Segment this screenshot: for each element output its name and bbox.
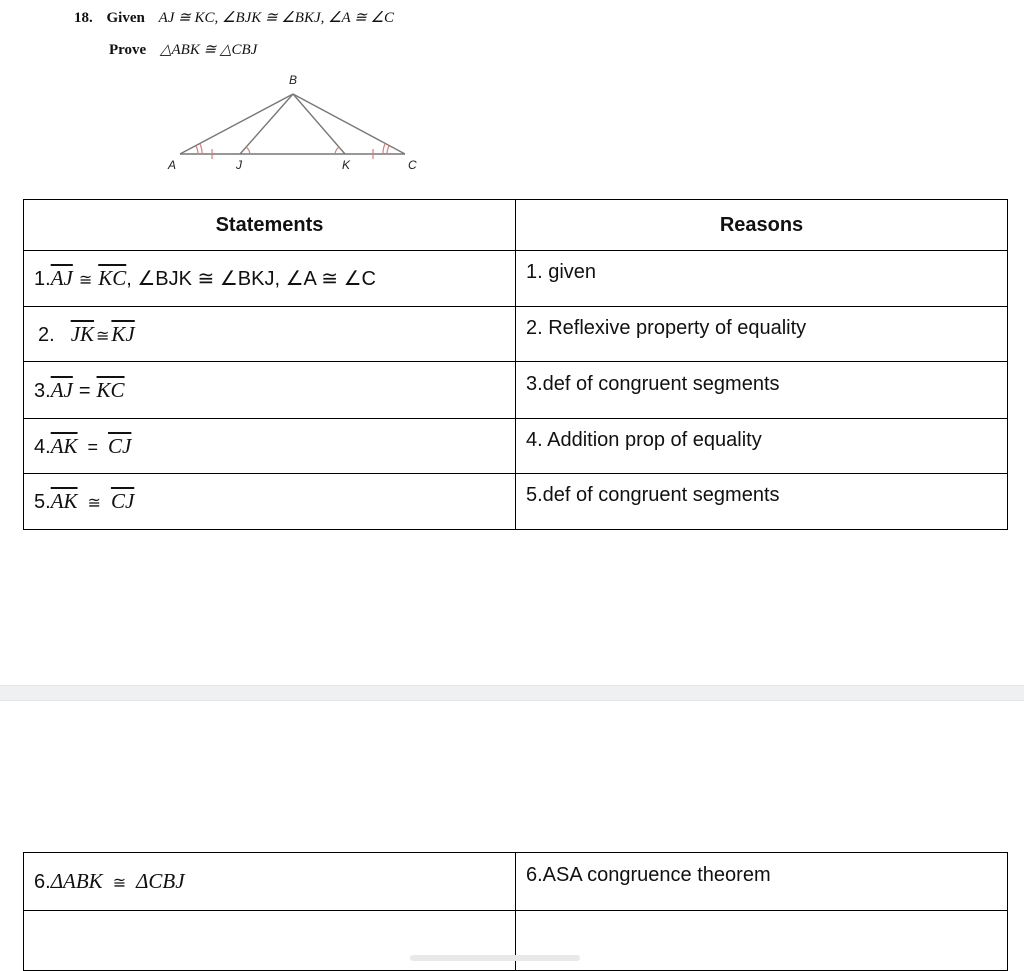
- table-row: [24, 419, 1008, 474]
- step-number: 4.: [34, 435, 51, 458]
- reason-cell: [516, 307, 1008, 362]
- header-row: [24, 200, 1008, 251]
- segment: $\overline{AJ}$: [50, 377, 73, 402]
- reason-cell: [516, 419, 1008, 474]
- step-number: 3.: [34, 379, 51, 402]
- step-number: 1.: [34, 268, 51, 290]
- reason-text: 3.def of congruent segments: [526, 372, 780, 395]
- table-row: [24, 307, 1008, 362]
- segment: $\overline{AK}$: [50, 433, 78, 458]
- given-line: [74, 8, 394, 27]
- empty-row: [24, 911, 1008, 971]
- label-k: K: [342, 158, 351, 172]
- statement-rest: , ∠BJK ≅ ∠BKJ, ∠A ≅ ∠C: [126, 268, 376, 290]
- reason-text: 1. given: [526, 261, 597, 283]
- segment: $\overline{AJ}$: [50, 266, 73, 290]
- segment-kb: [293, 94, 345, 154]
- segment: $\overline{JK}$: [70, 321, 95, 346]
- segment: $\overline{KJ}$: [111, 321, 135, 346]
- reason-text: 4. Addition prop of equality: [526, 428, 762, 451]
- statement-cell: [24, 307, 516, 362]
- reasons-header: Reasons: [516, 200, 1008, 251]
- triangle-figure: [160, 70, 430, 175]
- operator: =: [87, 436, 99, 457]
- reason-text: 6.ASA congruence theorem: [526, 864, 771, 886]
- step-number: 5.: [34, 491, 51, 513]
- segment-cb: [293, 94, 405, 154]
- prove-label: Prove: [109, 42, 147, 58]
- step-number: 2.: [38, 323, 55, 346]
- proof-table-continued: [23, 852, 1008, 971]
- segment: $\overline{KC}$: [96, 377, 125, 402]
- step-number: 6.: [34, 871, 51, 893]
- label-b: B: [289, 73, 298, 87]
- label-j: J: [236, 158, 242, 172]
- problem-number: 18.: [74, 10, 93, 26]
- statements-header: Statements: [24, 200, 516, 251]
- segment: $\overline{AK}$: [50, 489, 78, 513]
- prove-text: △ABK ≅ △CBJ: [159, 42, 258, 58]
- table-row: [24, 474, 1008, 530]
- given-text: AJ ≅ KC, ∠BJK ≅ ∠BKJ, ∠A ≅ ∠C: [158, 10, 394, 26]
- label-a: A: [168, 158, 177, 172]
- prove-line: [109, 40, 257, 59]
- page-divider: [0, 685, 1024, 701]
- triangle: ΔABK: [50, 869, 103, 893]
- table-row: [24, 362, 1008, 419]
- proof-table: [23, 199, 1008, 530]
- statement-cell: [24, 419, 516, 474]
- reason-cell: [516, 251, 1008, 307]
- operator: ≅: [78, 272, 93, 289]
- reason-cell: [516, 853, 1008, 911]
- segment: $\overline{CJ}$: [110, 489, 135, 513]
- reason-cell: [516, 362, 1008, 419]
- segment: $\overline{KC}$: [98, 266, 127, 290]
- operator: ≅: [112, 875, 127, 892]
- label-c: C: [408, 158, 417, 172]
- operator: =: [78, 379, 91, 402]
- given-label: Given: [106, 10, 145, 26]
- reason-text: 2. Reflexive property of equality: [526, 316, 807, 339]
- segment: $\overline{CJ}$: [108, 433, 132, 458]
- operator: ≅: [96, 327, 110, 345]
- triangle: ΔCBJ: [136, 869, 185, 893]
- congruence-marks: [196, 144, 389, 159]
- statement-cell: [24, 474, 516, 530]
- reason-cell: [516, 474, 1008, 530]
- operator: ≅: [87, 495, 101, 512]
- segment-jb: [240, 94, 293, 154]
- segment-ab: [180, 94, 293, 154]
- table-row: [24, 251, 1008, 307]
- empty-reason-cell[interactable]: [516, 911, 1008, 971]
- statement-cell: [24, 251, 516, 307]
- empty-statement-cell[interactable]: [24, 911, 516, 971]
- statement-cell: [24, 362, 516, 419]
- scroll-handle[interactable]: [410, 955, 580, 961]
- statement-cell: [24, 853, 516, 911]
- reason-text: 5.def of congruent segments: [526, 484, 780, 506]
- table-row: [24, 853, 1008, 911]
